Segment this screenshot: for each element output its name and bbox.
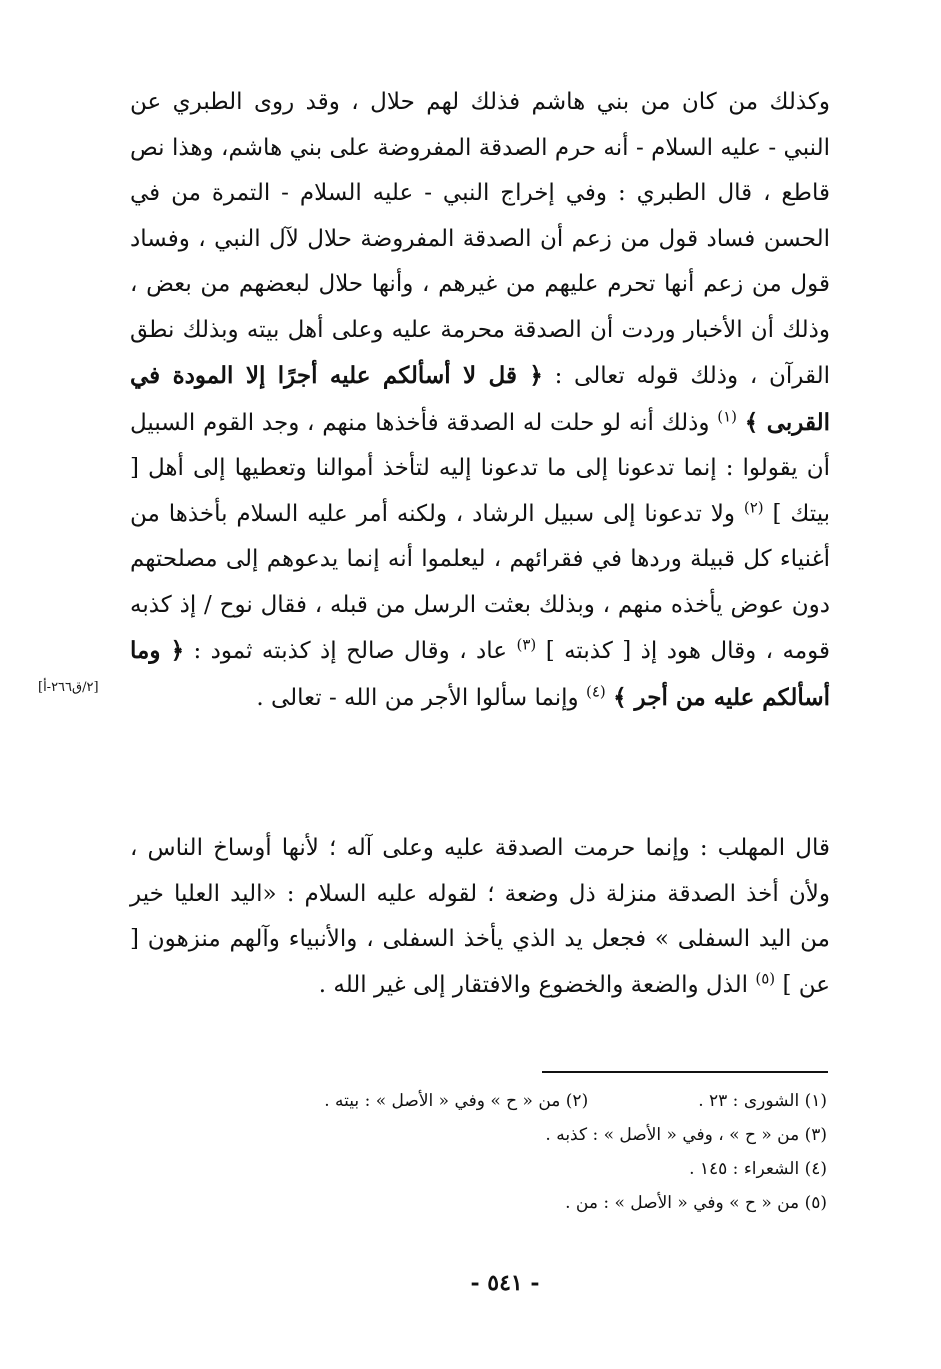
footnote-3: (٣) من « ح » ، وفي « الأصل » : كذبه . [545,1125,827,1145]
body-paragraph-2 [130,826,830,1008]
paragraph-text: عاد ، وقال صالح إذ كذبته ثمود : [193,638,508,664]
paragraph-text: الذل والضعة والخضوع والافتقار إلى غير الله . [318,971,749,998]
paragraph-text: وذلك أنه لو حلت له الصدقة فأخذها منهم ، وجد القوم السبيل أن يقولوا : إنما تدعونا إلى ما تدعونا إليه لتأخذ أموالنا وتعطيها إلى أهل [ بيتك ] [130,409,831,527]
footnote-marker: (٣) [516,635,537,654]
footnotes [130,1084,827,1220]
paragraph-text: قال المهلب : وإنما حرمت الصدقة عليه وعلى آله ؛ لأنها أوساخ الناس ، ولأن أخذ الصدقة منزلة ذل وضعة ؛ لقوله عليه السلام : «اليد العليا خير من اليد السفلى » فجعل يد الذي يأخذ السفلى ، والأنبياء وآلهم منزهون [ عن ] [130,835,830,998]
footnote-marker: (٤) [585,681,606,700]
footnote-4: (٤) الشعراء : ١٤٥ . [689,1159,827,1179]
quran-verse: ﴿ قل لا أسألكم عليه أجرًا إلا المودة في القربى ﴾ [130,362,830,436]
paragraph-text: وكذلك من كان من بني هاشم فذلك لهم حلال ، وقد روى الطبري عن النبي - عليه السلام - أنه حرم الصدقة المفروضة على بني هاشم، وهذا نص قاطع ، قال الطبري : وفي إخراج النبي - عليه السلام - التمرة من في الحسن فساد قول من زعم أن الصدقة المفروضة حلال لآل النبي ، وفساد قول من زعم أنها تحرم عليهم من غيرهم ، وأنها حلال لبعضهم من بعض ، وذلك أن الأخبار وردت أن الصدقة محرمة عليه وعلى أهل بيته وبذلك نطق القرآن ، وذلك قوله تعالى : [130,89,831,389]
footnote-5: (٥) من « ح » وفي « الأصل » : من . [565,1193,827,1213]
paragraph-text: وإنما سألوا الأجر من الله - تعالى . [256,684,579,711]
footnote-marker: (١) [717,406,737,425]
footnote-1: (١) الشورى : ٢٣ . [698,1091,827,1111]
manuscript-folio-note: [٢/ق٢٦٦-أ] [38,680,99,695]
page-number: - ٥٤١ - [470,1270,540,1296]
quran-verse: ﴿ وما أسألكم عليه من أجر ﴾ [130,637,830,711]
footnote-2: (٢) من « ح » وفي « الأصل » : بيته . [324,1091,589,1111]
footnote-separator [542,1071,828,1073]
footnote-marker: (٢) [743,497,764,516]
paragraph-text: ولا تدعونا إلى سبيل الرشاد ، ولكنه أمر عليه السلام بأخذها من أغنياء كل قبيلة وردها في فقرائهم ، ليعلموا أنه إنما يدعوهم إلى مصلحتهم دون عوض يأخذه منهم ، وبذلك بعثت الرسل من قبله ، فقال نوح / إذ كذبه قومه ، وقال هود إذ [ كذبته ] [130,500,831,664]
footnote-row [130,1084,827,1118]
body-paragraph-1 [130,80,830,721]
footnote-marker: (٥) [755,968,776,987]
